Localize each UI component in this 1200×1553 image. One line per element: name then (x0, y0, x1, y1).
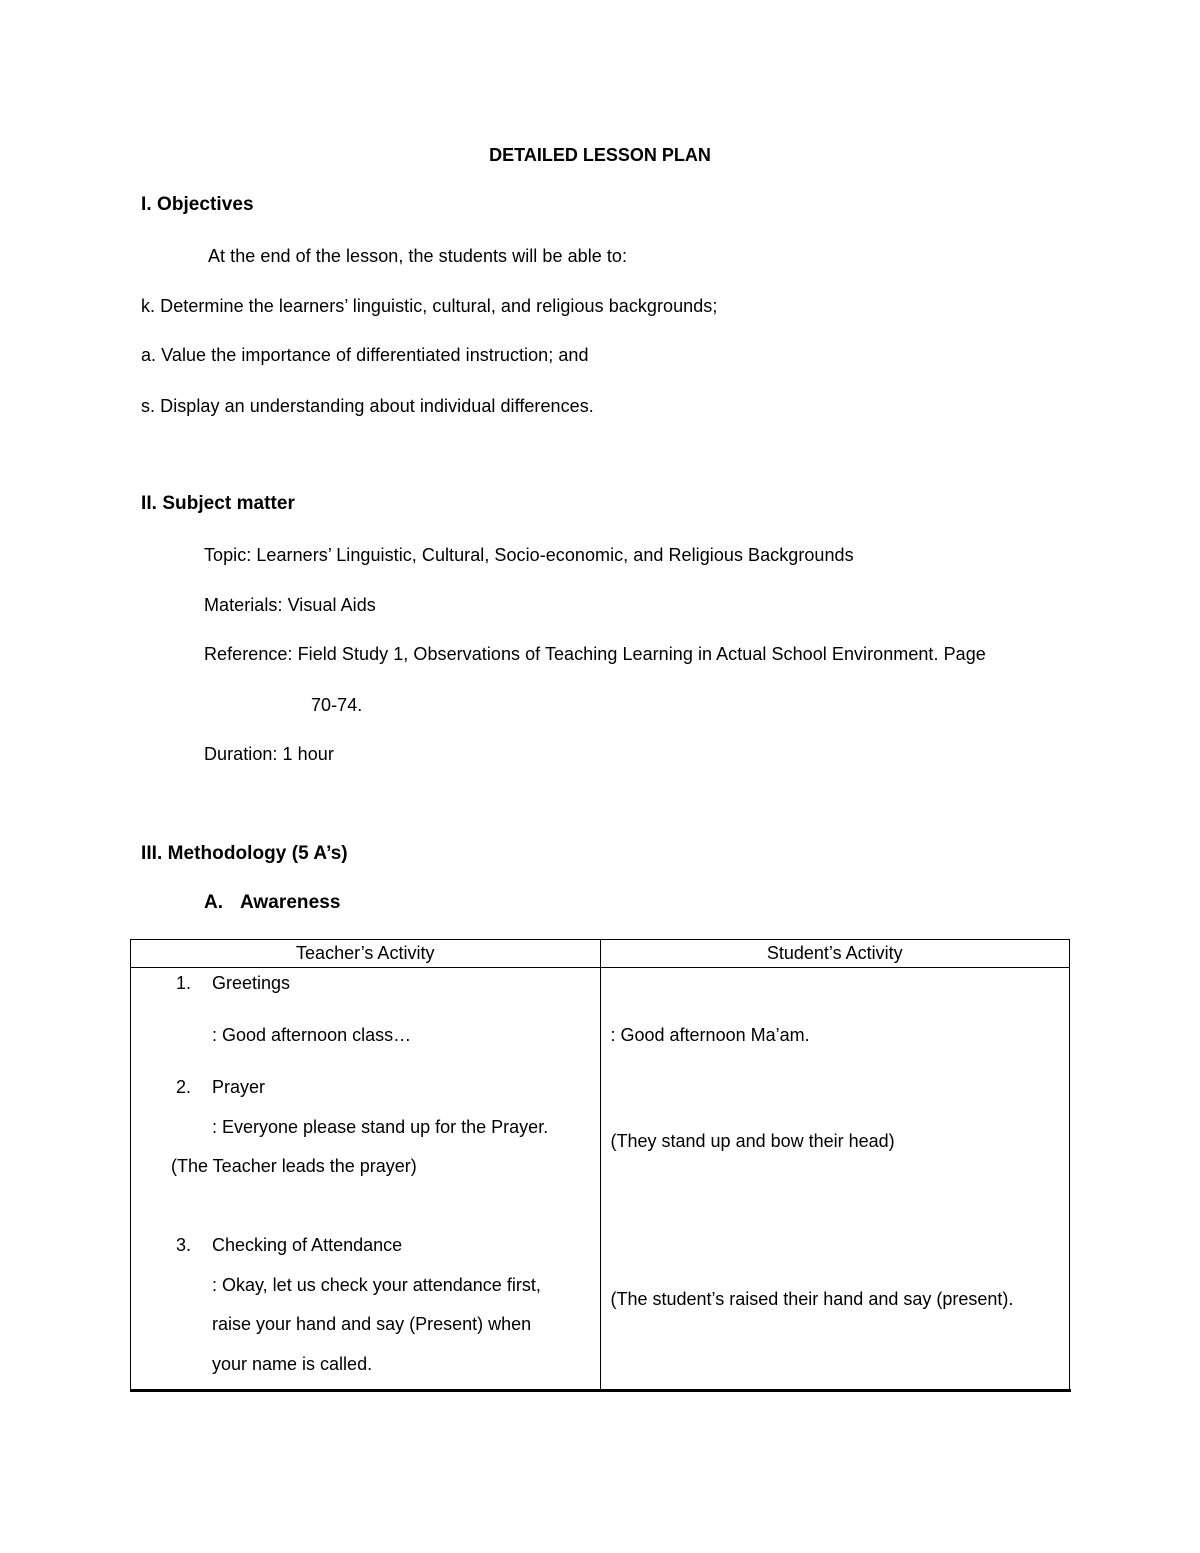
student-response: (The student’s raised their hand and say (present). (610, 1289, 1014, 1309)
objective-item: k. Determine the learners’ linguistic, cultural, and religious backgrounds; (141, 296, 718, 316)
duration-line: Duration: 1 hour (204, 744, 334, 764)
teacher-activity-cell (131, 968, 601, 1392)
attendance-line: : Okay, let us check your attendance first, (212, 1275, 541, 1295)
objective-item: a. Value the importance of differentiated instruction; and (141, 345, 589, 365)
materials-line: Materials: Visual Aids (204, 595, 376, 615)
attendance-line: raise your hand and say (Present) when (212, 1314, 532, 1334)
list-number: 2. (176, 1077, 192, 1097)
list-number: 1. (176, 973, 192, 993)
methodology-heading: III. Methodology (5 A’s) (141, 843, 348, 864)
prayer-item (176, 1076, 265, 1098)
prayer-line: : Everyone please stand up for the Prayer. (212, 1117, 549, 1137)
objectives-heading: I. Objectives (141, 194, 254, 215)
greetings-item (176, 972, 290, 994)
list-item-title: Greetings (212, 973, 291, 993)
student-response: (They stand up and bow their head) (610, 1131, 895, 1151)
list-item-title: Checking of Attendance (212, 1235, 403, 1255)
teacher-activity-header: Teacher’s Activity (131, 940, 601, 968)
student-activity-cell (600, 968, 1070, 1392)
prayer-note: (The Teacher leads the prayer) (171, 1156, 417, 1176)
subject-matter-heading: II. Subject matter (141, 493, 295, 514)
greetings-line: : Good afternoon class… (212, 1025, 412, 1045)
attendance-item (176, 1234, 402, 1256)
objectives-intro: At the end of the lesson, the students will be able to: (208, 246, 628, 266)
document-title: DETAILED LESSON PLAN (489, 145, 711, 165)
reference-line: Reference: Field Study 1, Observations of Teaching Learning in Actual School Environment. Page (204, 644, 986, 664)
awareness-subheading (204, 892, 340, 914)
objective-item: s. Display an understanding about individual differences. (141, 396, 594, 416)
list-number: 3. (176, 1235, 192, 1255)
section-letter: A. (204, 892, 224, 913)
table-header-row (131, 940, 1070, 968)
section-title: Awareness (240, 892, 341, 913)
table-bottom-border (130, 1389, 1071, 1392)
activity-table (130, 939, 1070, 1392)
topic-line: Topic: Learners’ Linguistic, Cultural, Socio-economic, and Religious Backgrounds (204, 545, 854, 565)
student-response: : Good afternoon Ma’am. (610, 1025, 810, 1045)
table-row (131, 968, 1070, 1392)
list-item-title: Prayer (212, 1077, 266, 1097)
reference-continuation: 70-74. (311, 695, 363, 715)
student-activity-header: Student’s Activity (600, 940, 1070, 968)
attendance-line: your name is called. (212, 1354, 373, 1374)
